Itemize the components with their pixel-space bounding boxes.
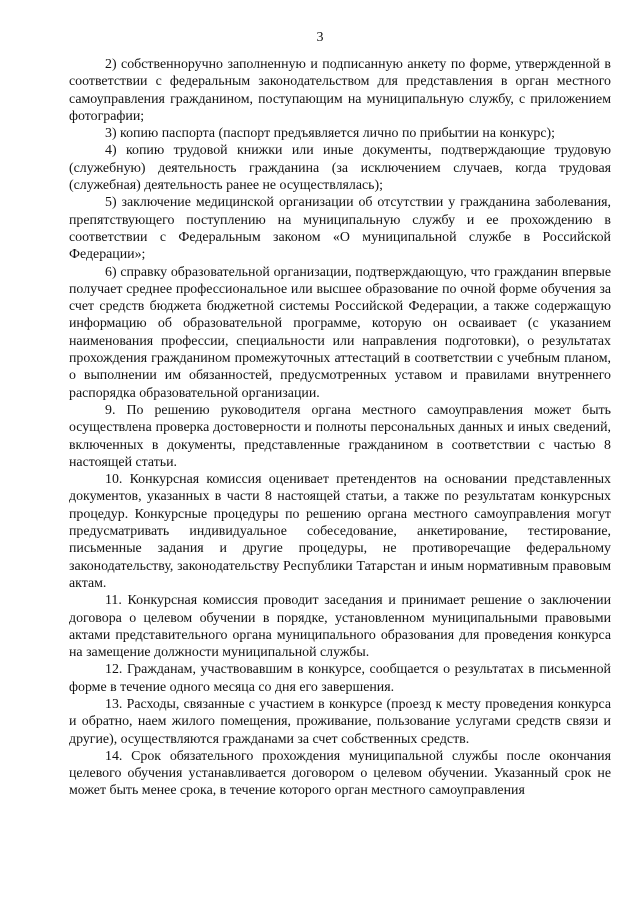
paragraph-item-3-passport: 3) копию паспорта (паспорт предъявляется лично по прибытии на конкурс); xyxy=(105,126,555,142)
paragraph-item-5-medical: 5) заключение медицинской организации об отсутствии у гражданина заболевания, препятствующего поступлению на муниципальную службу и ее прохождению в соответствии с Федеральным законом «О муниципальной службе в Российской Федерации»; xyxy=(69,195,611,263)
paragraph-part-9: 9. По решению руководителя органа местного самоуправления может быть осуществлена проверка достоверности и полноты персональных данных и иных сведений, включенных в документы, представленные гражданином в соответствии с частью 8 настоящей статьи. xyxy=(69,402,611,470)
document-body xyxy=(69,56,611,800)
paragraph-item-4-work-book: 4) копию трудовой книжки или иные документы, подтверждающие трудовую (служебную) деятельность гражданина (за исключением случаев, когда трудовая (служебная) деятельность ранее не осуществлялась); xyxy=(69,143,611,194)
page-number: 3 xyxy=(316,30,324,45)
paragraph-part-10: 10. Конкурсная комиссия оценивает претендентов на основании представленных документов, указанных в части 8 настоящей статьи, а также по результатам конкурсных процедур. Конкурсные процедуры по решению органа местного самоуправления могут предусматривать индивидуальное собеседование, анкетирование, тестирование, письменные задания и другие процедуры, не противоречащие федеральному законодательству, законодательству Республики Татарстан и иным нормативным правовым актам. xyxy=(69,472,611,591)
paragraph-part-11: 11. Конкурсная комиссия проводит заседания и принимает решение о заключении договора о целевом обучении в порядке, установленном муниципальными правовыми актами представительного органа муниципального образования для проведения конкурса на замещение должности муниципальной службы. xyxy=(69,593,611,661)
paragraph-part-14: 14. Срок обязательного прохождения муниципальной службы после окончания целевого обучения устанавливается договором о целевом обучении. Указанный срок не может быть менее срока, в течение которого орган местного самоуправления xyxy=(69,748,611,799)
paragraph-part-13: 13. Расходы, связанные с участием в конкурсе (проезд к месту проведения конкурса и обратно, наем жилого помещения, проживание, пользование услугами средств связи и другие), осуществляются гражданами за счет собственных средств. xyxy=(69,696,611,747)
paragraph-part-12: 12. Гражданам, участвовавшим в конкурсе, сообщается о результатах в письменной форме в течение одного месяца со дня его завершения. xyxy=(69,662,611,695)
paragraph-item-6-education-certificate: 6) справку образовательной организации, подтверждающую, что гражданин впервые получает среднее профессиональное или высшее образование по очной форме обучения за счет средств бюджета бюджетной системы Российской Федерации, а также содержащую информацию об образовательной программе, которую он осваивает (с указанием наименования профессии, специальности или направления подготовки), о результатах прохождения гражданином промежуточных аттестаций в соответствии с учебным планом, о выполнении им обязанностей, предусмотренных уставом и правилами внутреннего распорядка образовательной организации. xyxy=(69,264,611,401)
paragraph-item-2-anketa: 2) собственноручно заполненную и подписанную анкету по форме, утвержденной в соответствии с федеральным законодательством для представления в орган местного самоуправления гражданином, поступающим на муниципальную службу, с приложением фотографии; xyxy=(69,57,611,124)
